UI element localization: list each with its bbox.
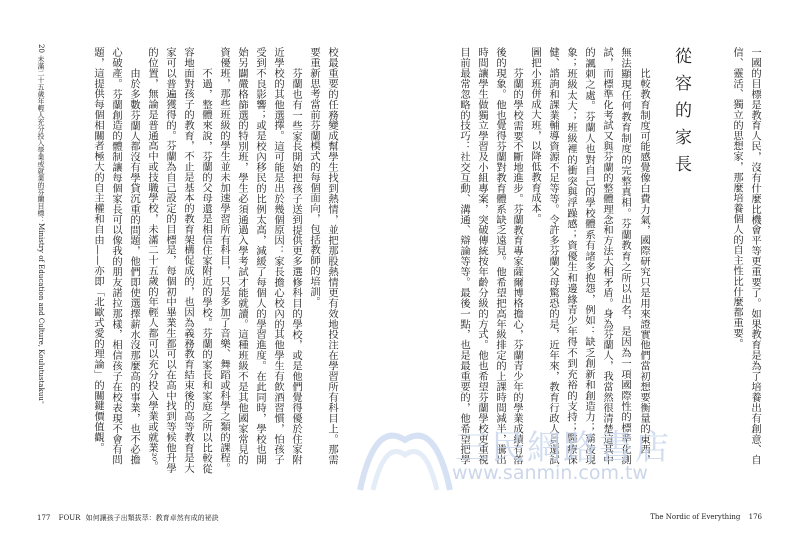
text-line: 象；班級太大；班級裡的衝突與浮躁感；資優生和邊緣青少年得不到充裕的支持；醫療保 bbox=[565, 47, 577, 465]
text-line: 一國的目標是教育人民，沒有什麼比機會平等更重要了。如果教育是為了培養出有創意、自 bbox=[749, 47, 761, 465]
text-line: 時間讓學生做獨立學習及小組專案，突破傳統按年齡分級的方式。他也希望芬蘭學校更重視 bbox=[476, 47, 488, 465]
text-line: 比較教育制度可能感覺像白費力氣，國際研究只是用來證實他們當初想要衡量的東西， bbox=[638, 68, 650, 465]
watermark-url: www.sanmin.com.tw bbox=[452, 462, 648, 484]
text-line: 家可以普遍獲得的。芬蘭為自己設定的目標是，每個初中畢業生都可以在高中找到等候他升學 bbox=[164, 47, 176, 474]
left-footer bbox=[37, 513, 219, 523]
watermark-logo bbox=[355, 410, 455, 500]
footer-chapter-title: 如何讓孩子出類拔萃：教育卓然有成的祕訣 bbox=[85, 514, 219, 522]
text-line: 資優班，那些班級的學生並未加速學習所有科目，只是多加了音樂、舞蹈或科學之類的課程。 bbox=[218, 47, 230, 474]
text-line: 校最重要的任務變成幫學生找到熱情，並把那股熱情更有效地投注在學習所有科目上。那需 bbox=[326, 47, 338, 465]
text-line: 容地面對孩子的教育，不止是基本的教育架構促成的，也因為義務教育結束後的高等教育是大 bbox=[182, 47, 194, 474]
left-page-number: 177 bbox=[37, 514, 51, 522]
text-line: 芬蘭也有一些家長開始把孩子送到提供更多選修科目的學校，或是他們覺得優於住家附 bbox=[290, 68, 302, 465]
text-line: 受到不良影響；或是校內移民的比例太高，減緩了每個人的學習進度。在此同時，學校也開 bbox=[254, 47, 266, 465]
text-line: 要重新思考當前芬蘭模式的每個面向，包括教師的培訓。 bbox=[308, 47, 320, 307]
text-line: 信、靈活、獨立的思想家，那麼培養個人的自主性比什麼都重要。 bbox=[731, 47, 743, 349]
text-line: 後的現象。他也覺得芬蘭對教育體系缺乏遠見。他希望把高年級排定的上課時間減半，騰出 bbox=[494, 47, 506, 465]
text-line: 始另闢嚴格篩選的特別班，學生必須通過入學考試才能就讀。這種班級不是其他國家常見的 bbox=[236, 47, 248, 465]
text-line: 由於多數芬蘭人都沒有學貸沉重的問題，他們即使選擇薪水沒那麼高的事業，也不必擔 bbox=[128, 68, 140, 465]
text-line: 近學校的其他選擇。這可能是出於幾個原因：家長擔心校內的其他學生有飲酒習慣，怕孩子 bbox=[272, 47, 284, 465]
footer-chapter: FOUR bbox=[58, 514, 81, 522]
section-heading: 從容的家長 bbox=[671, 47, 691, 182]
watermark-store-name: 三民網路書店 bbox=[455, 428, 671, 468]
text-line: 目前最常忽略的技巧：社交互動、溝通、辯論等等。最後一點，也是最重要的，他希望把學 bbox=[458, 47, 470, 465]
text-line: 不過，整體來說，芬蘭的父母還是相信住家附近的學校。芬蘭的家長和家庭之所以比較從 bbox=[200, 68, 212, 474]
text-line: 的位置，無論是普通高中或技職學校，未滿二十五歲的年輕人都可以充分投入學業或就業²⁰。 bbox=[146, 47, 158, 472]
text-line: 芬蘭的學校需要不斷地進步。芬蘭教育專家薩爾博格擔心，芬蘭青少年的學業成績有落 bbox=[511, 68, 523, 465]
text-line: 圖把小班併成大班，以降低教育成本。 bbox=[529, 47, 541, 224]
text-line: 的諷刺之處。芬蘭人也對自己的學校體系有諸多抱怨，例如：缺乏創新和創造力；霸凌現 bbox=[583, 47, 595, 465]
right-page-number: 176 bbox=[748, 513, 762, 521]
footnote: 20 未滿二十五歲年輕人充分投入學業或就業的芬蘭目標：Ministry of Education and Culture, Koulutustakuu。 bbox=[37, 44, 45, 408]
text-line: 題，這提供每個相關者極大的自主權和自由——亦即「北歐式愛的理論」的關鍵價值觀。 bbox=[92, 47, 104, 453]
footer-book-title: The Nordic of Everything bbox=[650, 513, 741, 521]
right-footer bbox=[650, 513, 762, 521]
watermark-arcs-icon bbox=[355, 410, 455, 500]
text-line: 試，而標準化考試又與芬蘭的整體理念和方法大相矛盾。身為芬蘭人，我當然很清楚這其中 bbox=[601, 47, 613, 465]
text-line: 健、諮詢和課業輔導資源不足等等。令許多芬蘭父母驚恐的是，近年來，教育行政人員還試 bbox=[547, 47, 559, 465]
text-line: 心破產。芬蘭創造的體制讓每個家長可以像我的朋友諾拉那樣，相信孩子在校表現不會有問 bbox=[110, 47, 122, 465]
text-line: 無法顯現任何教育制度的完整真相。芬蘭教育之所以出名，是因為一項國際性的標準化測 bbox=[619, 47, 631, 465]
